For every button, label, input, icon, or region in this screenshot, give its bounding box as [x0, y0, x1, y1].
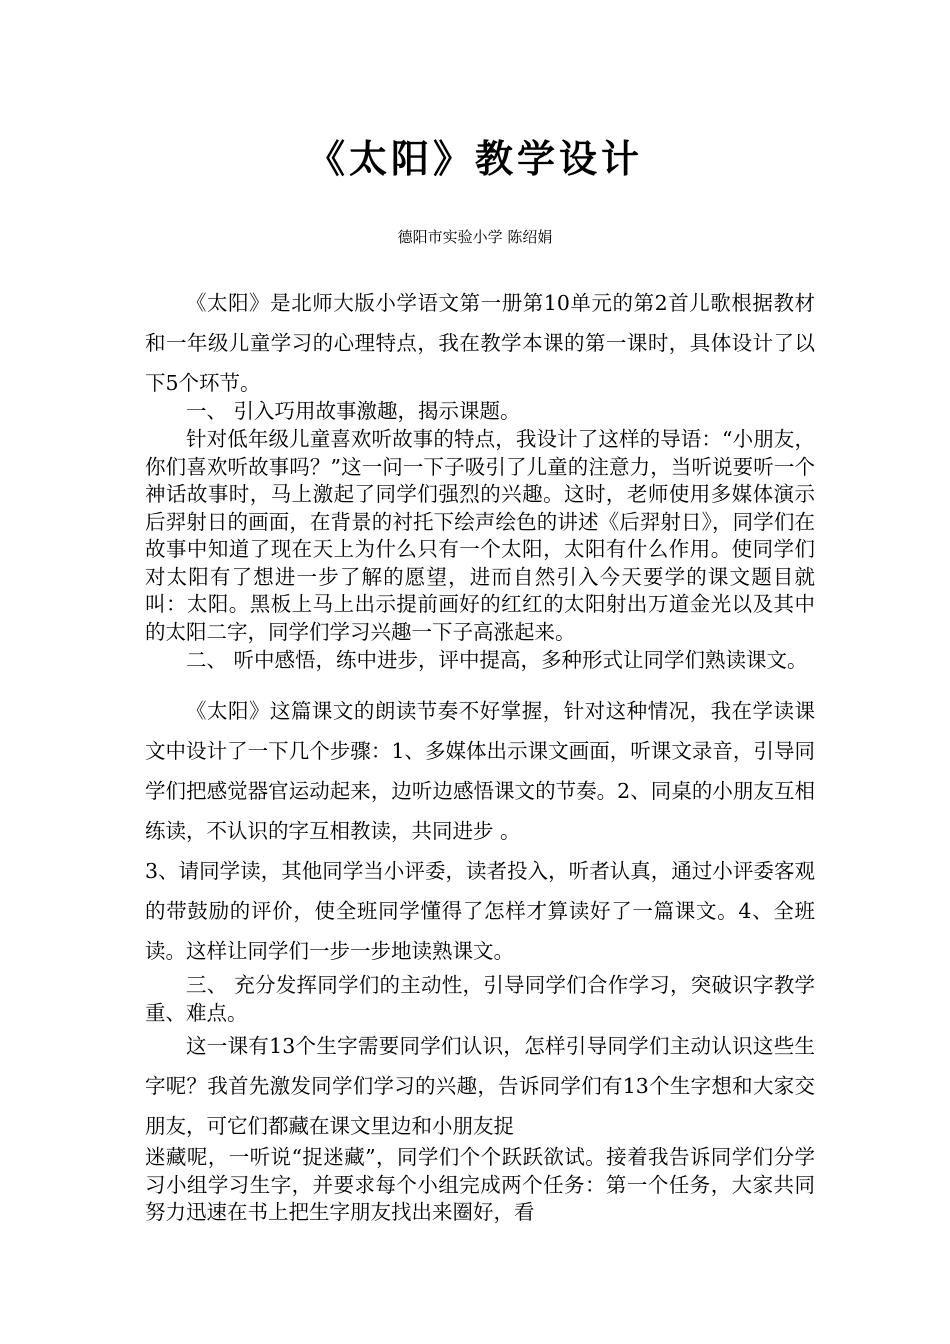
section-3-heading: 三、 充分发挥同学们的主动性，引导同学们合作学习，突破识字教学重、难点。 — [145, 973, 815, 1025]
author-line: 德阳市实验小学 陈绍娟 — [397, 228, 553, 246]
section-2-body-part-2: 3、请同学读，其他同学当小评委，读者投入，听者认真，通过小评委客观的带鼓励的评价，使全班同学懂得了怎样才算读好了一篇课文。4、全班读。这样让同学们一步一步地读熟课文。 — [145, 859, 815, 963]
section-2-heading: 二、 听中感悟，练中进步，评中提高，多种形式让同学们熟读课文。 — [186, 648, 808, 672]
document-title: 《太阳》教学设计 — [306, 136, 643, 181]
intro-paragraph: 《太阳》是北师大版小学语文第一册第10单元的第2首儿歌根据教材和一年级儿童学习的心理特点，我在教学本课的第一课时，具体设计了以下5个环节。 — [145, 291, 815, 395]
section-2-body-part-1: 《太阳》这篇课文的朗读节奏不好掌握，针对这种情况，我在学读课文中设计了一下几个步骤：1、多媒体出示课文画面，听课文录音，引导同学们把感觉器官运动起来，边听边感悟课文的节奏。2、同桌的小朋友互相练读，不认识的字互相教读，共同进步 。 — [145, 699, 815, 843]
section-3-body-part-2: 迷藏呢，一听说“捉迷藏”，同学们个个跃跃欲试。接着我告诉同学们分学习小组学习生字，并要求每个小组完成两个任务：第一个任务，大家共同努力迅速在书上把生字朋友找出来圈好，看 — [145, 1145, 815, 1224]
section-1-heading: 一、 引入巧用故事激趣，揭示课题。 — [186, 399, 521, 423]
section-3-body-part-1: 这一课有13个生字需要同学们认识，怎样引导同学们主动认识这些生字呢？我首先激发同学们学习的兴趣，告诉同学们有13个生字想和大家交朋友，可它们都藏在课文里边和小朋友捉 — [145, 1034, 815, 1138]
section-1-body: 针对低年级儿童喜欢听故事的特点，我设计了这样的导语：“小朋友，你们喜欢听故事吗？”这一问一下子吸引了儿童的注意力，当听说要听一个神话故事时，马上激起了同学们强烈的兴趣。这时，老师使用多媒体演示后羿射日的画面，在背景的衬托下绘声绘色的讲述《后羿射日》，同学们在故事中知道了现在天上为什么只有一个太阳，太阳有什么作用。使同学们对太阳有了想进一步了解的愿望，进而自然引入今天要学的课文题目就叫：太阳。黑板上马上出示提前画好的红红的太阳射出万道金光以及其中的太阳二字，同学们学习兴趣一下子高涨起来。 — [145, 427, 815, 644]
